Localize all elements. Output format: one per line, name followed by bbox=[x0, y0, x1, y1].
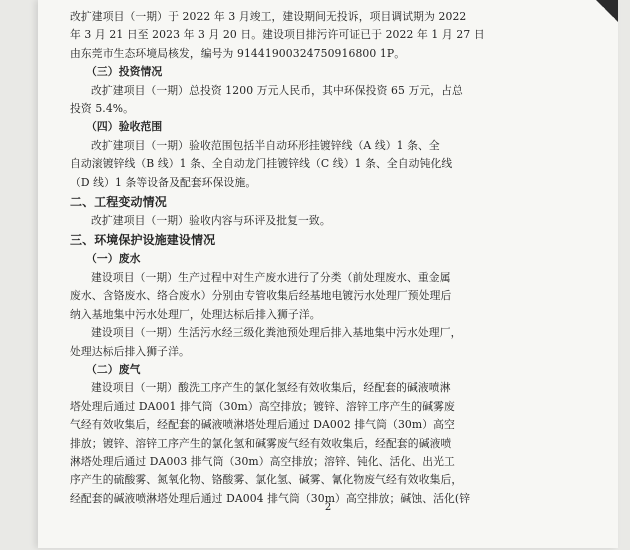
text-line: 处理达标后排入狮子洋。 bbox=[70, 344, 190, 358]
section-heading: 三、环境保护设施建设情况 bbox=[70, 233, 216, 248]
text-line: 建设项目（一期）生产过程中对生产废水进行了分类（前处理废水、重金属 bbox=[91, 270, 451, 284]
document-page bbox=[38, 0, 618, 548]
text-line: 改扩建项目（一期）验收范围包括半自动环形挂镀锌线（A 线）1 条、全 bbox=[91, 138, 440, 152]
text-line: 改扩建项目（一期）于 2022 年 3 月竣工，建设期间无投诉，项目调试期为 2022 bbox=[70, 10, 467, 23]
section-heading: 二、工程变动情况 bbox=[70, 195, 167, 210]
text-line: 建设项目（一期）酸洗工序产生的氯化氢经有效收集后，经配套的碱液喷淋 bbox=[91, 381, 451, 395]
text-line: 纳入基地集中污水处理厂，处理达标后排入狮子洋。 bbox=[70, 307, 321, 321]
text-line: 改扩建项目（一期）总投资 1200 万元人民币，其中环保投资 65 万元，占总 bbox=[91, 83, 463, 97]
section-heading: （三）投资情况 bbox=[86, 65, 163, 79]
text-line: 投资 5.4%。 bbox=[70, 102, 135, 116]
text-line: 年 3 月 21 日至 2023 年 3 月 20 日。建设项目排污许可证已于 2022 年 1 月 27 日 bbox=[70, 28, 485, 42]
section-heading: （四）验收范围 bbox=[86, 120, 163, 134]
section-heading: （一）废水 bbox=[86, 252, 141, 266]
text-line: 塔处理后通过 DA001 排气筒（30m）高空排放；镀锌、溶锌工序产生的碱雾废 bbox=[70, 399, 455, 413]
document-body bbox=[70, 8, 590, 508]
page-number: 2 bbox=[324, 502, 332, 513]
text-line: 排放；镀锌、溶锌工序产生的氯化氢和碱雾废气经有效收集后，经配套的碱液喷 bbox=[70, 436, 452, 450]
text-line: 经配套的碱液喷淋塔处理后通过 DA004 排气筒（30m）高空排放；碱蚀、活化(锌 bbox=[70, 491, 471, 505]
text-line: 由东莞市生态环境局核发，编号为 91441900324750916800 1P。 bbox=[70, 46, 406, 60]
text-line: 淋塔处理后通过 DA003 排气筒（30m）高空排放；溶锌、钝化、活化、出光工 bbox=[70, 454, 455, 468]
text-line: （D 线）1 条等设备及配套环保设施。 bbox=[70, 175, 257, 189]
text-line: 序产生的硫酸雾、氮氧化物、铬酸雾、氯化氢、碱雾、氰化物废气经有效收集后， bbox=[70, 473, 463, 487]
text-line: 气经有效收集后，经配套的碱液喷淋塔处理后通过 DA002 排气筒（30m）高空 bbox=[70, 418, 455, 432]
section-heading: （二）废气 bbox=[86, 362, 141, 376]
text-line: 建设项目（一期）生活污水经三级化粪池预处理后排入基地集中污水处理厂， bbox=[91, 326, 462, 340]
text-line: 废水、含铬废水、络合废水）分别由专管收集后经基地电镀污水处理厂预处理后 bbox=[70, 289, 452, 303]
page-corner-shadow bbox=[596, 0, 618, 22]
text-line: 自动滚镀锌线（B 线）1 条、全自动龙门挂镀锌线（C 线）1 条、全自动钝化线 bbox=[70, 157, 453, 171]
text-line: 改扩建项目（一期）验收内容与环评及批复一致。 bbox=[91, 214, 331, 228]
